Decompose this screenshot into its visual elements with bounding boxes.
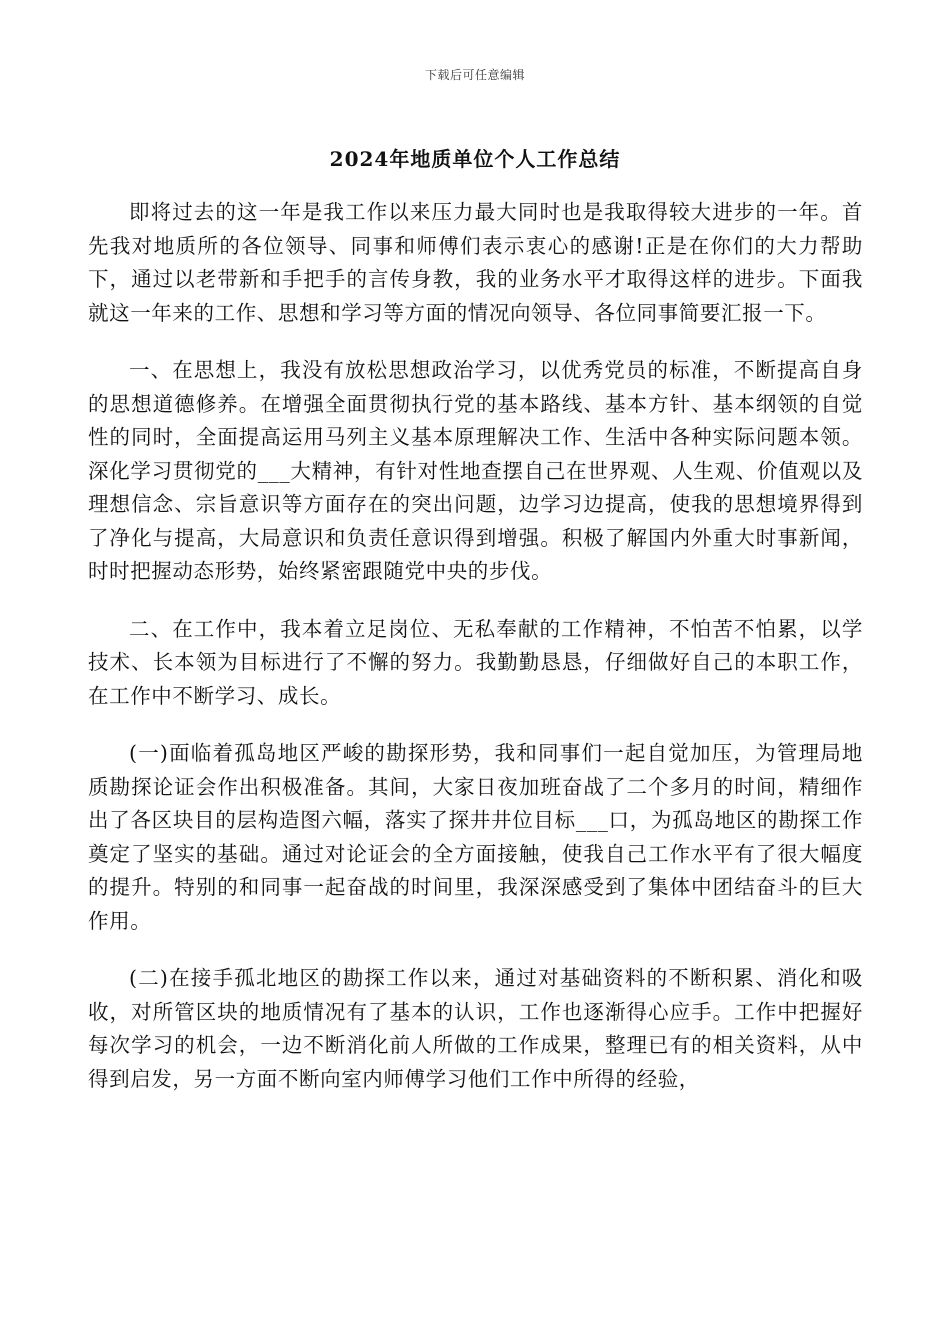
paragraph-item-2: (二)在接手孤北地区的勘探工作以来，通过对基础资料的不断积累、消化和吸收，对所管区块的地质情况有了基本的认识，工作也逐渐得心应手。工作中把握好每次学习的机会，一边不断消化前人所做的工作成果，整理已有的相关资料，从中得到启发，另一方面不断向室内师傅学习他们工作中所得的经验， (88, 966, 863, 1091)
document-title: 2024年地质单位个人工作总结 (329, 147, 621, 171)
paragraph-intro: 即将过去的这一年是我工作以来压力最大同时也是我取得较大进步的一年。首先我对地质所的各位领导、同事和师傅们表示衷心的感谢!正是在你们的大力帮助下，通过以老带新和手把手的言传身教，我的业务水平才取得这样的进步。下面我就这一年来的工作、思想和学习等方面的情况向领导、各位同事简要汇报一下。 (88, 200, 863, 325)
paragraph-thought: 一、在思想上，我没有放松思想政治学习，以优秀党员的标准，不断提高自身的思想道德修养。在增强全面贯彻执行党的基本路线、基本方针、基本纲领的自觉性的同时，全面提高运用马列主义基本原理解决工作、生活中各种实际问题本领。深化学习贯彻党的___大精神，有针对性地查摆自己在世界观、人生观、价值观以及理想信念、宗旨意识等方面存在的突出问题，边学习边提高，使我的思想境界得到了净化与提高，大局意识和负责任意识得到增强。积极了解国内外重大时事新闻，时时把握动态形势，始终紧密跟随党中央的步伐。 (88, 358, 863, 583)
page-header-note: 下载后可任意编辑 (424, 68, 525, 82)
document-body (88, 196, 863, 1120)
paragraph-work: 二、在工作中，我本着立足岗位、无私奉献的工作精神，不怕苦不怕累，以学技术、长本领为目标进行了不懈的努力。我勤勤恳恳，仔细做好自己的本职工作，在工作中不断学习、成长。 (88, 616, 863, 708)
paragraph-item-1: (一)面临着孤岛地区严峻的勘探形势，我和同事们一起自觉加压，为管理局地质勘探论证会作出积极准备。其间，大家日夜加班奋战了二个多月的时间，精细作出了各区块目的层构造图六幅，落实了探井井位目标___口，为孤岛地区的勘探工作奠定了坚实的基础。通过对论证会的全方面接触，使我自己工作水平有了很大幅度的提升。特别的和同事一起奋战的时间里，我深深感受到了集体中团结奋斗的巨大作用。 (88, 741, 863, 933)
